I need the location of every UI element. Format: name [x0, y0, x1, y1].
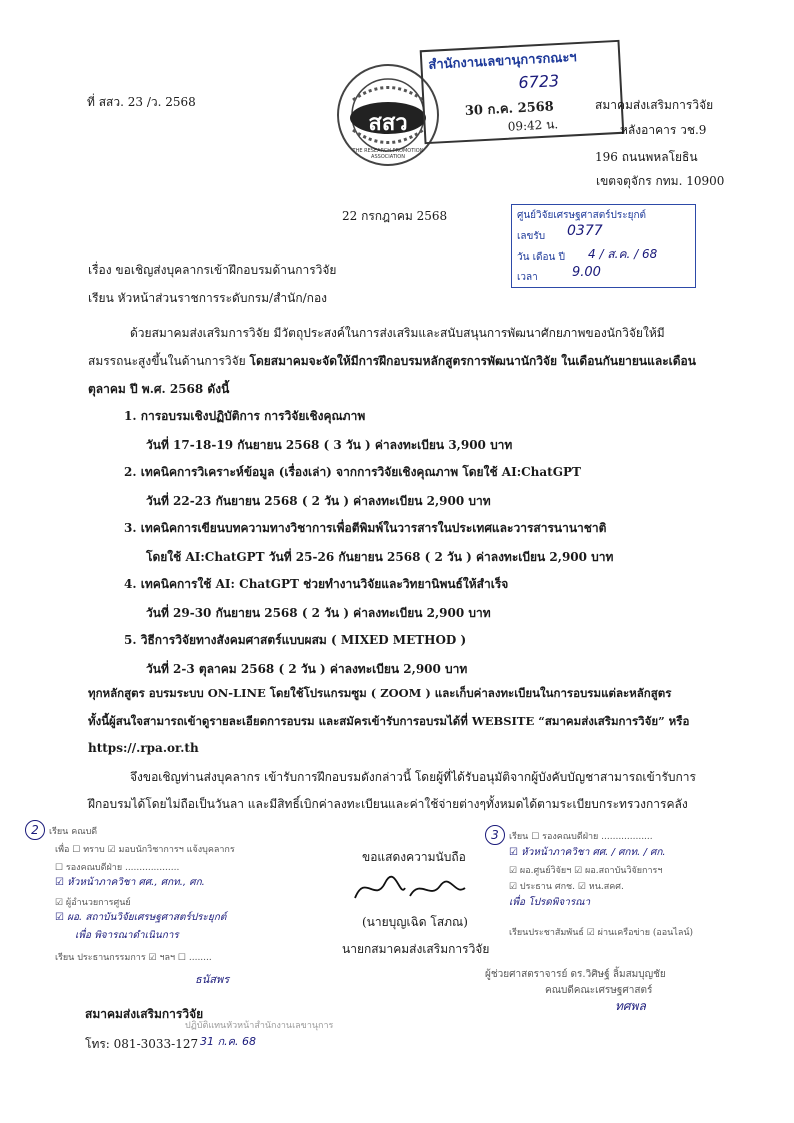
course-detail: วันที่ 17-18-19 กันยายน 2568 ( 3 วัน ) ค่าลงทะเบียน 3,900 บาท: [146, 438, 513, 452]
course-detail: วันที่ 2-3 ตุลาคม 2568 ( 2 วัน ) ค่าลงทะเบียน 2,900 บาท: [146, 662, 468, 676]
address-line-2: 196 ถนนพหลโยธิน: [595, 150, 698, 164]
center-stamp-date-value: 4 / ส.ค. / 68: [588, 247, 658, 261]
note-right-line: ☑ ประธาน ศกช. ☑ หน.สคศ.: [509, 882, 624, 892]
course-detail: โดยใช้ AI:ChatGPT วันที่ 25-26 กันยายน 2568 ( 2 วัน ) ค่าลงทะเบียน 2,900 บาท: [146, 550, 614, 564]
note-left: [25, 820, 290, 990]
note-right-signer: ผู้ช่วยศาสตราจารย์ ดร.วิศิษฐ์ ลิ้มสมบุญชัย: [485, 969, 666, 980]
intro-line-1: ด้วยสมาคมส่งเสริมการวิจัย มีวัตถุประสงค์ในการส่งเสริมและสนับสนุนการพัฒนาศักยภาพของนักวิจัยให้มี: [130, 326, 665, 340]
course-title: เทคนิคการใช้ AI: ChatGPT ช่วยทำงานวิจัยและวิทยานิพนธ์ให้สำเร็จ: [140, 577, 509, 591]
received-stamp-number: 6723: [518, 71, 560, 93]
center-receive-stamp: [511, 204, 696, 288]
course-number: 5.: [124, 633, 137, 647]
course-detail: วันที่ 22-23 กันยายน 2568 ( 2 วัน ) ค่าลงทะเบียน 2,900 บาท: [146, 494, 491, 508]
note-left-circle: 2: [25, 820, 45, 840]
subject-line: เรื่อง ขอเชิญส่งบุคลากรเข้าฝึกอบรมด้านการวิจัย: [88, 263, 337, 277]
note-left-line: ☑ หัวหน้าภาควิชา ศศ., ศกท., ศก.: [55, 877, 205, 888]
course-title: การอบรมเชิงปฏิบัติการ การวิจัยเชิงคุณภาพ: [140, 409, 366, 423]
course-title: เทคนิคการวิเคราะห์ข้อมูล (เรื่องเล่า) จากการวิจัยเชิงคุณภาพ โดยใช้ AI:ChatGPT: [140, 465, 581, 479]
note-left-signature: ธนัสพร: [195, 973, 230, 986]
course-number: 1.: [124, 409, 137, 423]
center-stamp-time-value: 9.00: [572, 265, 601, 280]
center-stamp-title: ศูนย์วิจัยเศรษฐศาสตร์ประยุกต์: [517, 210, 647, 221]
center-stamp-recv-label: เลขรับ: [517, 231, 546, 242]
course-detail: วันที่ 29-30 กันยายน 2568 ( 2 วัน ) ค่าลงทะเบียน 2,900 บาท: [146, 606, 491, 620]
note-left-line: เพื่อ ☐ ทราบ ☑ มอบนักวิชาการฯ แจ้งบุคลากร: [55, 845, 235, 855]
note-right: [485, 825, 775, 1015]
note-right-signer-pos: คณบดีคณะเศรษฐศาสตร์: [545, 985, 653, 996]
closing-line-1: จึงขอเชิญท่านส่งบุคลากร เข้ารับการฝึกอบรมดังกล่าวนี้ โดยผู้ที่ได้รับอนุมัติจากผู้บังคับบัญชาสามารถเข้ารับการ: [130, 770, 696, 784]
regards: ขอแสดงความนับถือ: [362, 850, 466, 864]
footer-faded-stamp: ปฏิบัติแทนหัวหน้าสำนักงานเลขานุการ: [185, 1021, 334, 1031]
note-right-line: เรียน ☐ รองคณบดีฝ่าย ..................: [509, 832, 653, 842]
note-right-circle: 3: [485, 825, 505, 845]
course-item: [124, 631, 613, 687]
course-number: 3.: [124, 521, 137, 535]
center-stamp-time-label: เวลา: [517, 272, 538, 283]
note-left-line: เพื่อ พิจารณาดำเนินการ: [75, 930, 179, 941]
website-link[interactable]: https://.rpa.or.th: [88, 741, 199, 755]
intro-line-2-normal: สมรรถนะสูงขึ้นในด้านการวิจัย: [88, 354, 250, 368]
intro-line-2-bold: โดยสมาคมจะจัดให้มีการฝึกอบรมหลักสูตรการพัฒนานักวิจัย ในเดือนกันยายนและเดือน: [249, 354, 696, 368]
signer-position: นายกสมาคมส่งเสริมการวิจัย: [342, 942, 490, 956]
course-list: [124, 407, 613, 687]
footer-handwritten-date: 31 ก.ค. 68: [200, 1035, 256, 1048]
all-courses-line-2: ทั้งนี้ผู้สนใจสามารถเข้าดูรายละเอียดการอบรม และสมัครเข้ารับการอบรมได้ที่ WEBSITE “สมาคมส่งเสริมการวิจัย” หรือ: [88, 714, 690, 728]
center-stamp-date-label: วัน เดือน ปี: [517, 252, 565, 263]
letter-date: 22 กรกฎาคม 2568: [342, 209, 448, 223]
note-left-line: ☐ รองคณบดีฝ่าย ...................: [55, 863, 180, 873]
note-right-line: ☑ หัวหน้าภาควิชา ศศ. / ศกท. / ศก.: [509, 847, 666, 858]
course-item: [124, 575, 613, 631]
address-line-3: เขตจตุจักร กทม. 10900: [596, 174, 725, 188]
note-right-signature: ทศพล: [615, 999, 646, 1013]
all-courses-line-1: ทุกหลักสูตร อบรมระบบ ON-LINE โดยใช้โปรแกรมซูม ( ZOOM ) และเก็บค่าลงทะเบียนในการอบรมแต่ละหลักสูตร: [88, 686, 672, 700]
footer-phone: โทร: 081-3033-127: [85, 1037, 199, 1051]
logo-text: สสว: [368, 111, 408, 136]
signature-image: [350, 868, 470, 908]
note-right-line: เพื่อ โปรดพิจารณา: [509, 897, 591, 908]
note-left-line: ☑ ผู้อำนวยการศูนย์: [55, 898, 131, 908]
note-right-line: เรียนประชาสัมพันธ์ ☑ ผ่านเครือข่าย (ออนไลน์): [509, 928, 694, 938]
received-stamp-office: สำนักงานเลขานุการกณะฯ: [428, 50, 578, 73]
received-stamp-time: 09:42 น.: [507, 117, 559, 134]
course-number: 4.: [124, 577, 137, 591]
logo-ring-text: THE RESEARCH PROMOTION ASSOCIATION: [352, 148, 424, 160]
reference-number: ที่ สสว. 23 /ว. 2568: [87, 95, 196, 109]
course-title: วิธีการวิจัยทางสังคมศาสตร์แบบผสม ( MIXED METHOD ): [140, 633, 467, 647]
course-title: เทคนิคการเขียนบทความทางวิชาการเพื่อตีพิมพ์ในวารสารในประเทศและวารสารนานาชาติ: [140, 521, 607, 535]
center-stamp-recv-value: 0377: [567, 223, 603, 239]
received-stamp: [420, 40, 625, 144]
intro-line-3: ตุลาคม ปี พ.ศ. 2568 ดังนี้: [88, 382, 230, 396]
note-left-line: ☑ ผอ. สถาบันวิจัยเศรษฐศาสตร์ประยุกต์: [55, 912, 227, 923]
note-left-line: เรียน คณบดี: [49, 827, 98, 837]
footer-org: สมาคมส่งเสริมการวิจัย: [85, 1007, 204, 1021]
salutation-line: เรียน หัวหน้าส่วนราชการระดับกรม/สำนัก/กอง: [88, 291, 328, 305]
course-item: [124, 519, 613, 575]
intro-line-2: [88, 352, 696, 371]
org-name: สมาคมส่งเสริมการวิจัย: [595, 98, 714, 112]
note-left-line: เรียน ประธานกรรมการ ☑ ฯลฯ ☐ ........: [55, 953, 212, 963]
course-number: 2.: [124, 465, 137, 479]
course-item: [124, 407, 613, 463]
closing-line-2: ฝึกอบรมได้โดยไม่ถือเป็นวันลา และมีสิทธิ์เบิกค่าลงทะเบียนและค่าใช้จ่ายต่างๆทั้งหมดได้ตามระเบียบกระทรวงการคลัง: [88, 797, 688, 811]
received-stamp-date: 30 ก.ค. 2568: [464, 99, 555, 120]
course-item: [124, 463, 613, 519]
note-right-line: ☑ ผอ.ศูนย์วิจัยฯ ☑ ผอ.สถาบันวิจัยการฯ: [509, 866, 663, 876]
signer-name: (นายบุญเฉิด โสภณ): [362, 915, 468, 929]
address-line-1: หลังอาคาร วช.9: [620, 123, 707, 137]
